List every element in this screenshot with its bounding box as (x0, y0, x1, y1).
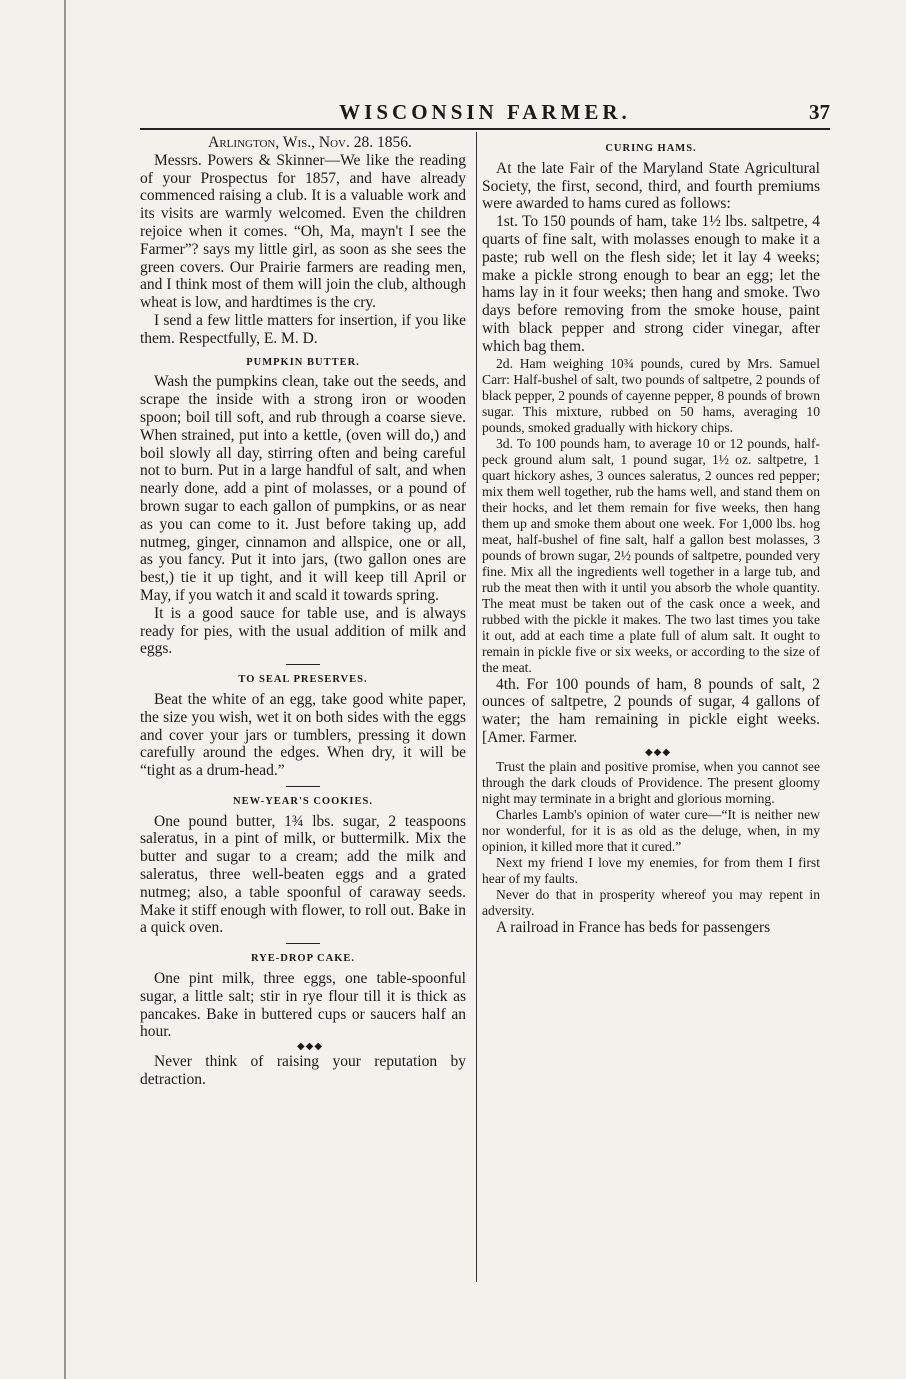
cookies-paragraph-1: One pound butter, 1¾ lbs. sugar, 2 teaspoons saleratus, in a pint of milk, or buttermilk. Mix the butter and sugar to a cream; add the milk and saleratus, three well-beaten eggs and a grated nutmeg; also, a table spoonful of caraway seeds. Make it stiff enough with flower, to roll out. Bake in a quick oven. (140, 812, 466, 937)
ornament-divider: ◆◆◆ (296, 1041, 324, 1053)
hams-first-premium: 1st. To 150 pounds of ham, take 1½ lbs. saltpetre, 4 quarts of fine salt, with molasses enough to make it a paste; rub well on the flesh side; let it lay 4 weeks; make a pickle strong enough to bear an egg; let the hams lay in it four weeks; then hang and smoke. Two days before removing from the smoke house, paint with black pepper and strong cider vinegar, after which bag them. (482, 213, 820, 355)
next-my-friend-paragraph: Next my friend I love my enemies, for from them I first hear of my faults. (482, 854, 820, 886)
trust-paragraph: Trust the plain and positive promise, when you cannot see through the dark clouds of Providence. The present gloomy night may terminate in a bright and glorious morning. (482, 758, 820, 806)
hams-fourth-premium: 4th. For 100 pounds of ham, 8 pounds of salt, 2 ounces of saltpetre, 2 pounds of sugar, 4 gallons of water; the ham remaining in pickle eight weeks. [Amer. Farmer. (482, 675, 820, 746)
section-rule (286, 943, 320, 944)
page-header (140, 100, 830, 130)
railroad-paragraph: A railroad in France has beds for passengers (496, 918, 771, 936)
seal-preserves-heading: TO SEAL PRESERVES. (238, 674, 368, 686)
hams-third-premium: 3d. To 100 pounds ham, to average 10 or 12 pounds, half-peck ground alum salt, 1 pound sugar, 1½ oz. saltpetre, 1 quart hickory ashes, 3 ounces saleratus, 2 ounces red pepper; mix them well together, rub the hams well, and stand them on their hocks, and let them remain for five weeks, then hang them up and smoke them about one week. For 1,000 lbs. hog meat, half-bushel of fine salt, half a gallon best molasses, 3 pounds of brown sugar, 2½ pounds of saltpetre, pounded very fine. Mix all the ingredients well together in a large tub, and rub the meat then with it until you absorb the whole quantity. The meat must be taken out of the cask once a week, and rubbed with the pickle it makes. The two last times you take it out, add at each time a plate full of alum salt. It ought to remain in pickle five or six weeks, or according to the size of the meat. (482, 435, 820, 675)
charles-lamb-paragraph: Charles Lamb's opinion of water cure—“It is neither new nor wonderful, for it is as old as the deluge, when, in my opinion, it killed more that it cured.” (482, 806, 820, 854)
binding-margin-line (64, 0, 66, 1379)
curing-hams-heading: CURING HAMS. (605, 143, 697, 154)
page-title: WISCONSIN FARMER. (339, 100, 631, 124)
left-column (140, 134, 466, 1089)
hams-second-premium: 2d. Ham weighing 10¾ pounds, cured by Mrs. Samuel Carr: Half-bushel of salt, two pounds of saltpetre, 2 pounds of black pepper, 2 pounds of cayenne pepper, 8 pounds of brown sugar. This mixture, rubbed on 50 hams, averaging 10 pounds, smoked gradually with hickory chips. (482, 355, 820, 435)
letter-closing: I send a few little matters for insertion, if you like them. Respectfully, E. M. D. (140, 311, 466, 347)
pumpkin-paragraph-1: Wash the pumpkins clean, take out the seeds, and scrape the inside with a strong iron or wooden spoon; boil till soft, and rub through a coarse sieve. When strained, put into a kettle, (oven will do,) and boil slowly all day, stirring often and being careful not to burn. Put in a large handful of salt, and when nearly done, add a pint of molasses, or a pound of brown sugar to each gallon of pumpkins, or as near as you can come to it. Just before taking up, add nutmeg, ginger, cinnamon and allspice, one or all, as you fancy. Put it into jars, (two gallon ones are best,) tie it up tight, and it will keep till April or May, if you watch it and scald it towards spring. (140, 373, 466, 604)
rye-drop-cake-heading: RYE-DROP CAKE. (250, 953, 356, 965)
preserves-paragraph-1: Beat the white of an egg, take good white paper, the size you wish, wet it on both sides with the eggs and cover your jars or tumblers, pressing it down carefully around the edges. When dry, it will be “tight as a drum-head.” (140, 690, 466, 780)
section-rule (286, 786, 320, 787)
column-divider (476, 132, 477, 1282)
header-rule (140, 128, 830, 130)
letter-body: Messrs. Powers & Skinner—We like the reading of your Prospectus for 1857, and have already commenced raising a club. It is a valuable work and its visits are warmly welcomed. Even the children rejoice when it comes. “Oh, Ma, mayn't I see the Farmer”? says my little girl, as soon as she sees the green covers. Our Prairie farmers are reading men, and I think most of them will join the club, although wheat is low, and hardtimes is the cry. (140, 151, 466, 312)
new-years-cookies-heading: NEW-YEAR'S COOKIES. (233, 795, 373, 807)
pumpkin-paragraph-2: It is a good sauce for table use, and is always ready for pies, with the usual addition of milk and eggs. (140, 604, 466, 658)
never-detraction-paragraph: Never think of raising your reputation by detraction. (140, 1053, 466, 1089)
ornament-divider: ◆◆◆ (644, 746, 672, 758)
never-prosperity-paragraph: Never do that in prosperity whereof you may repent in adversity. (482, 886, 820, 918)
ryedrop-paragraph-1: One pint milk, three eggs, one table-spoonful sugar, a little salt; stir in rye flour till it is thick as pancakes. Bake in buttered cups or saucers half an hour. (140, 970, 466, 1041)
page-number: 37 (809, 100, 830, 124)
hams-intro: At the late Fair of the Maryland State Agricultural Society, the first, second, third, and fourth premiums were awarded to hams cured as follows: (482, 159, 820, 213)
pumpkin-butter-heading: PUMPKIN BUTTER. (246, 356, 360, 368)
section-rule (286, 664, 320, 665)
right-column (482, 134, 820, 937)
letter-dateline: Arlington, Wis., Nov. 28. 1856. (208, 134, 412, 151)
